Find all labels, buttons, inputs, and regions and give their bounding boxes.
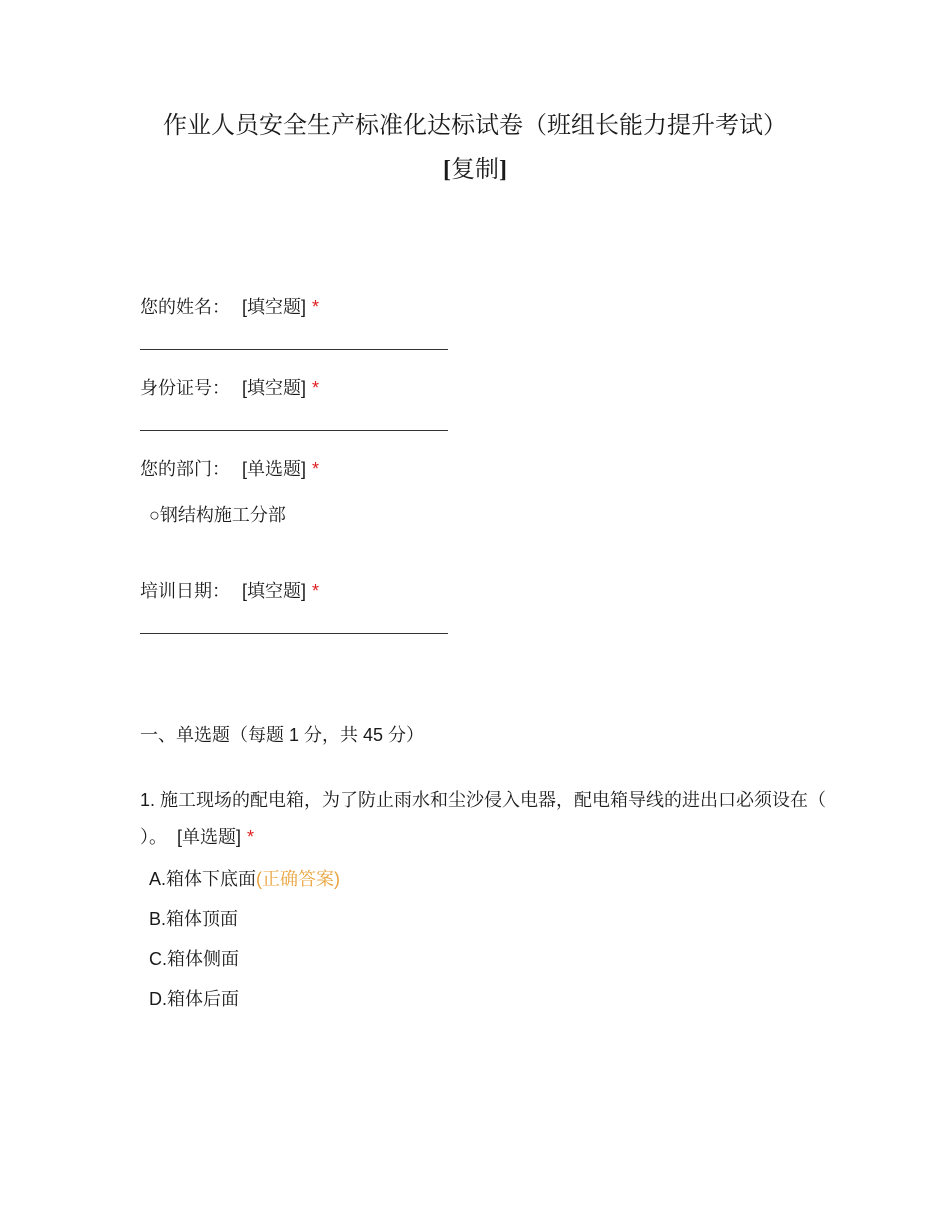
required-mark: * <box>312 581 320 601</box>
required-mark: * <box>247 827 255 847</box>
option-d-label: D.箱体后面 <box>149 989 239 1009</box>
name-answer-blank[interactable] <box>140 349 448 350</box>
id-number-answer-blank[interactable] <box>140 430 448 431</box>
question-department <box>140 457 319 481</box>
question-type: [填空题] <box>242 378 307 398</box>
question-label: 培训日期： <box>140 581 230 601</box>
question-id-number <box>140 376 319 400</box>
option-b[interactable] <box>149 907 238 931</box>
option-a-label: A.箱体下底面 <box>149 869 257 889</box>
exam-title <box>0 104 950 148</box>
option-b-label: B.箱体顶面 <box>149 909 239 929</box>
required-mark: * <box>312 378 320 398</box>
question-training-date <box>140 579 319 603</box>
required-mark: * <box>312 297 320 317</box>
question-1-stem <box>140 782 830 856</box>
bracket-close: ] <box>499 157 507 183</box>
question-type: [单选题] <box>242 459 307 479</box>
question-1-text: 1. 施工现场的配电箱，为了防止雨水和尘沙侵入电器，配电箱导线的进出口必须设在（ ）。 <box>140 790 827 847</box>
exam-title-text: 作业人员安全生产标准化达标试卷（班组长能力提升考试） <box>163 113 787 139</box>
option-d[interactable] <box>149 987 239 1011</box>
bracket-open: [ <box>443 157 451 183</box>
question-label: 身份证号： <box>140 378 230 398</box>
question-type: [单选题] <box>177 827 242 847</box>
copy-label: 复制 <box>451 157 499 183</box>
question-type: [填空题] <box>242 297 307 317</box>
option-c[interactable] <box>149 947 239 971</box>
exam-subtitle <box>0 148 950 192</box>
question-label: 您的姓名： <box>140 297 230 317</box>
correct-answer-note: (正确答案) <box>256 869 341 889</box>
department-option-label: ○钢结构施工分部 <box>149 505 286 525</box>
option-c-label: C.箱体侧面 <box>149 949 239 969</box>
department-option[interactable] <box>149 503 286 527</box>
training-date-answer-blank[interactable] <box>140 633 448 634</box>
option-a[interactable] <box>149 867 340 891</box>
section-heading: 一、单选题（每题 1 分，共 45 分） <box>140 725 425 745</box>
question-type: [填空题] <box>242 581 307 601</box>
required-mark: * <box>312 459 320 479</box>
question-label: 您的部门： <box>140 459 230 479</box>
question-name <box>140 295 319 319</box>
